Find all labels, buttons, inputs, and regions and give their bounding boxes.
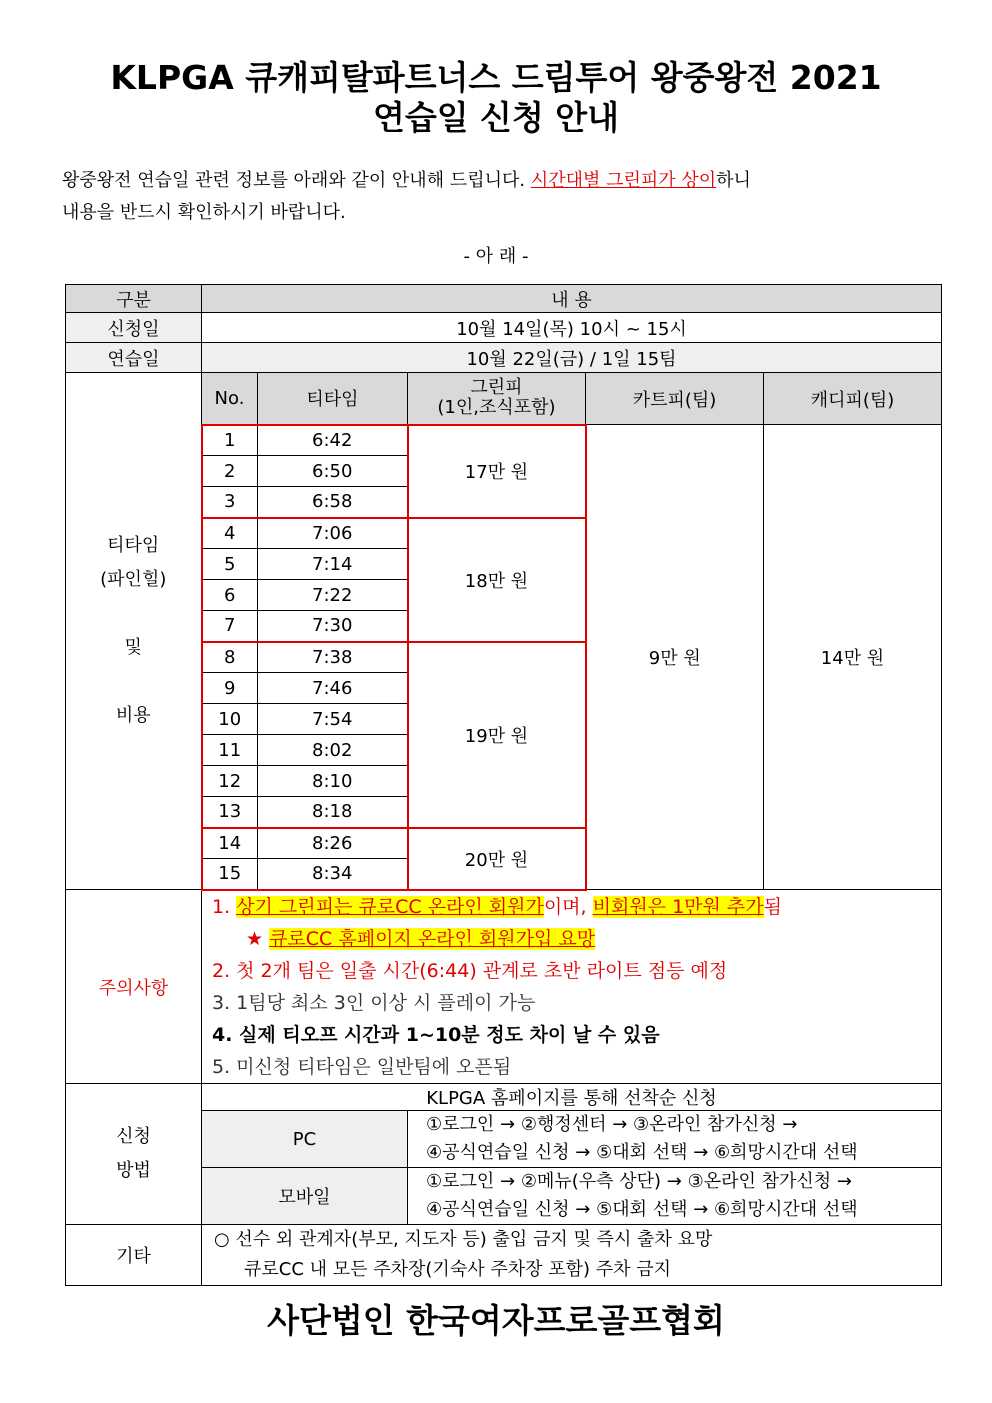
row-time: 8:18 [258,797,408,828]
row-time: 8:26 [258,828,408,859]
method-label-1: 신청 [116,1126,151,1147]
footer-organization: 사단법인 한국여자프로골프협회 [267,1301,725,1340]
row-no: 4 [202,518,258,549]
document-title-line1: KLPGA 큐캐피탈파트너스 드림투어 왕중왕전 2021 [110,58,882,97]
green-fee-group-3: 19만 원 [408,642,586,828]
pc-steps [408,1111,942,1168]
etc-line1: ○ 선수 외 관계자(부모, 지도자 등) 출입 금지 및 즉시 출차 요망 [214,1229,713,1250]
etc-line2: 큐로CC 내 모든 주차장(기숙사 주차장 포함) 주차 금지 [244,1259,671,1280]
col-cart-header: 카트피(팀) [586,373,764,425]
star-icon: ★ [246,927,270,950]
row-time: 8:02 [258,735,408,766]
teetime-label-2: (파인힐) [100,569,167,590]
note-1-sub [212,923,941,955]
row-time: 7:22 [258,580,408,611]
pc-steps-line1: ①로그인 → ②행정센터 → ③온라인 참가신청 → [426,1114,798,1135]
row-time: 7:54 [258,704,408,735]
row-no: 8 [202,642,258,673]
row-no: 5 [202,549,258,580]
method-label [66,1084,202,1225]
teetime-label [66,373,202,890]
header-category: 구분 [66,285,202,313]
note-5: 5. 미신청 티타임은 일반팀에 오픈됨 [212,1055,512,1078]
row-time: 6:58 [258,487,408,518]
row-no: 2 [202,456,258,487]
teetime-label-1: 티타임 [107,535,160,556]
note-1-end: 됨 [763,895,782,918]
notes-content [202,890,942,1084]
row-no: 15 [202,859,258,890]
green-fee-group-2: 18만 원 [408,518,586,642]
notes-label: 주의사항 [66,890,202,1084]
info-table [65,284,942,1286]
cart-fee: 9만 원 [586,425,764,890]
row-time: 6:42 [258,425,408,456]
row-time: 7:06 [258,518,408,549]
method-header: KLPGA 홈페이지를 통해 선착순 신청 [202,1084,942,1111]
mobile-steps-line1: ①로그인 → ②메뉴(우측 상단) → ③온라인 참가신청 → [426,1171,852,1192]
document-title-line2: 연습일 신청 안내 [372,98,620,137]
practice-date-label: 연습일 [66,343,202,373]
header-content: 내 용 [202,285,942,313]
intro-text-b: 하니 [716,170,751,191]
pc-steps-line2: ④공식연습일 신청 → ⑤대회 선택 → ⑥희망시간대 선택 [426,1142,858,1163]
row-no: 10 [202,704,258,735]
note-1-prefix: 1. [212,895,237,918]
apply-date-label: 신청일 [66,313,202,343]
intro-text-red: 시간대별 그린피가 상이 [530,170,717,191]
intro-paragraph [62,165,932,229]
row-no: 3 [202,487,258,518]
green-fee-group-1: 17만 원 [408,425,586,518]
row-time: 6:50 [258,456,408,487]
row-no: 7 [202,611,258,642]
col-green-header [408,373,586,425]
mobile-label: 모바일 [202,1168,408,1225]
practice-date-value: 10월 22일(금) / 1일 15팀 [202,343,942,373]
row-no: 6 [202,580,258,611]
note-1 [212,891,941,923]
row-no: 13 [202,797,258,828]
note-1-highlight-a: 상기 그린피는 큐로CC 온라인 회원가 [236,895,544,918]
row-time: 7:30 [258,611,408,642]
col-no-header: No. [202,373,258,425]
caddie-fee: 14만 원 [764,425,942,890]
note-3: 3. 1팀당 최소 3인 이상 시 플레이 가능 [212,991,536,1014]
note-1-mid: 이며, [543,895,593,918]
row-time: 8:10 [258,766,408,797]
col-green-header-1: 그린피 [470,377,523,399]
note-2: 2. 첫 2개 팀은 일출 시간(6:44) 관계로 초반 라이트 점등 예정 [212,959,728,982]
separator-label: - 아 래 - [463,246,529,267]
col-time-header: 티타임 [258,373,408,425]
mobile-steps-line2: ④공식연습일 신청 → ⑤대회 선택 → ⑥희망시간대 선택 [426,1199,858,1220]
note-4: 4. 실제 티오프 시간과 1~10분 정도 차이 날 수 있음 [212,1023,660,1046]
row-no: 1 [202,425,258,456]
pc-label: PC [202,1111,408,1168]
row-time: 8:34 [258,859,408,890]
row-no: 11 [202,735,258,766]
row-time: 7:38 [258,642,408,673]
row-time: 7:14 [258,549,408,580]
etc-label: 기타 [66,1225,202,1286]
intro-text-c: 내용을 반드시 확인하시기 바랍니다. [62,202,346,223]
teetime-label-4: 비용 [115,705,151,726]
mobile-steps [408,1168,942,1225]
teetime-label-3: 및 [124,637,142,658]
col-green-header-2: (1인,조식포함) [437,397,556,419]
intro-text-a: 왕중왕전 연습일 관련 정보를 아래와 같이 안내해 드립니다. [62,170,531,191]
row-no: 9 [202,673,258,704]
row-no: 14 [202,828,258,859]
green-fee-group-4: 20만 원 [408,828,586,890]
note-1-highlight-b: 비회원은 1만원 추가 [592,895,764,918]
row-no: 12 [202,766,258,797]
method-label-2: 방법 [116,1160,151,1181]
col-caddie-header: 캐디피(팀) [764,373,942,425]
note-1-sub-text: 큐로CC 홈페이지 온라인 회원가입 요망 [269,927,596,950]
row-time: 7:46 [258,673,408,704]
etc-content [202,1225,942,1286]
apply-date-value: 10월 14일(목) 10시 ~ 15시 [202,313,942,343]
